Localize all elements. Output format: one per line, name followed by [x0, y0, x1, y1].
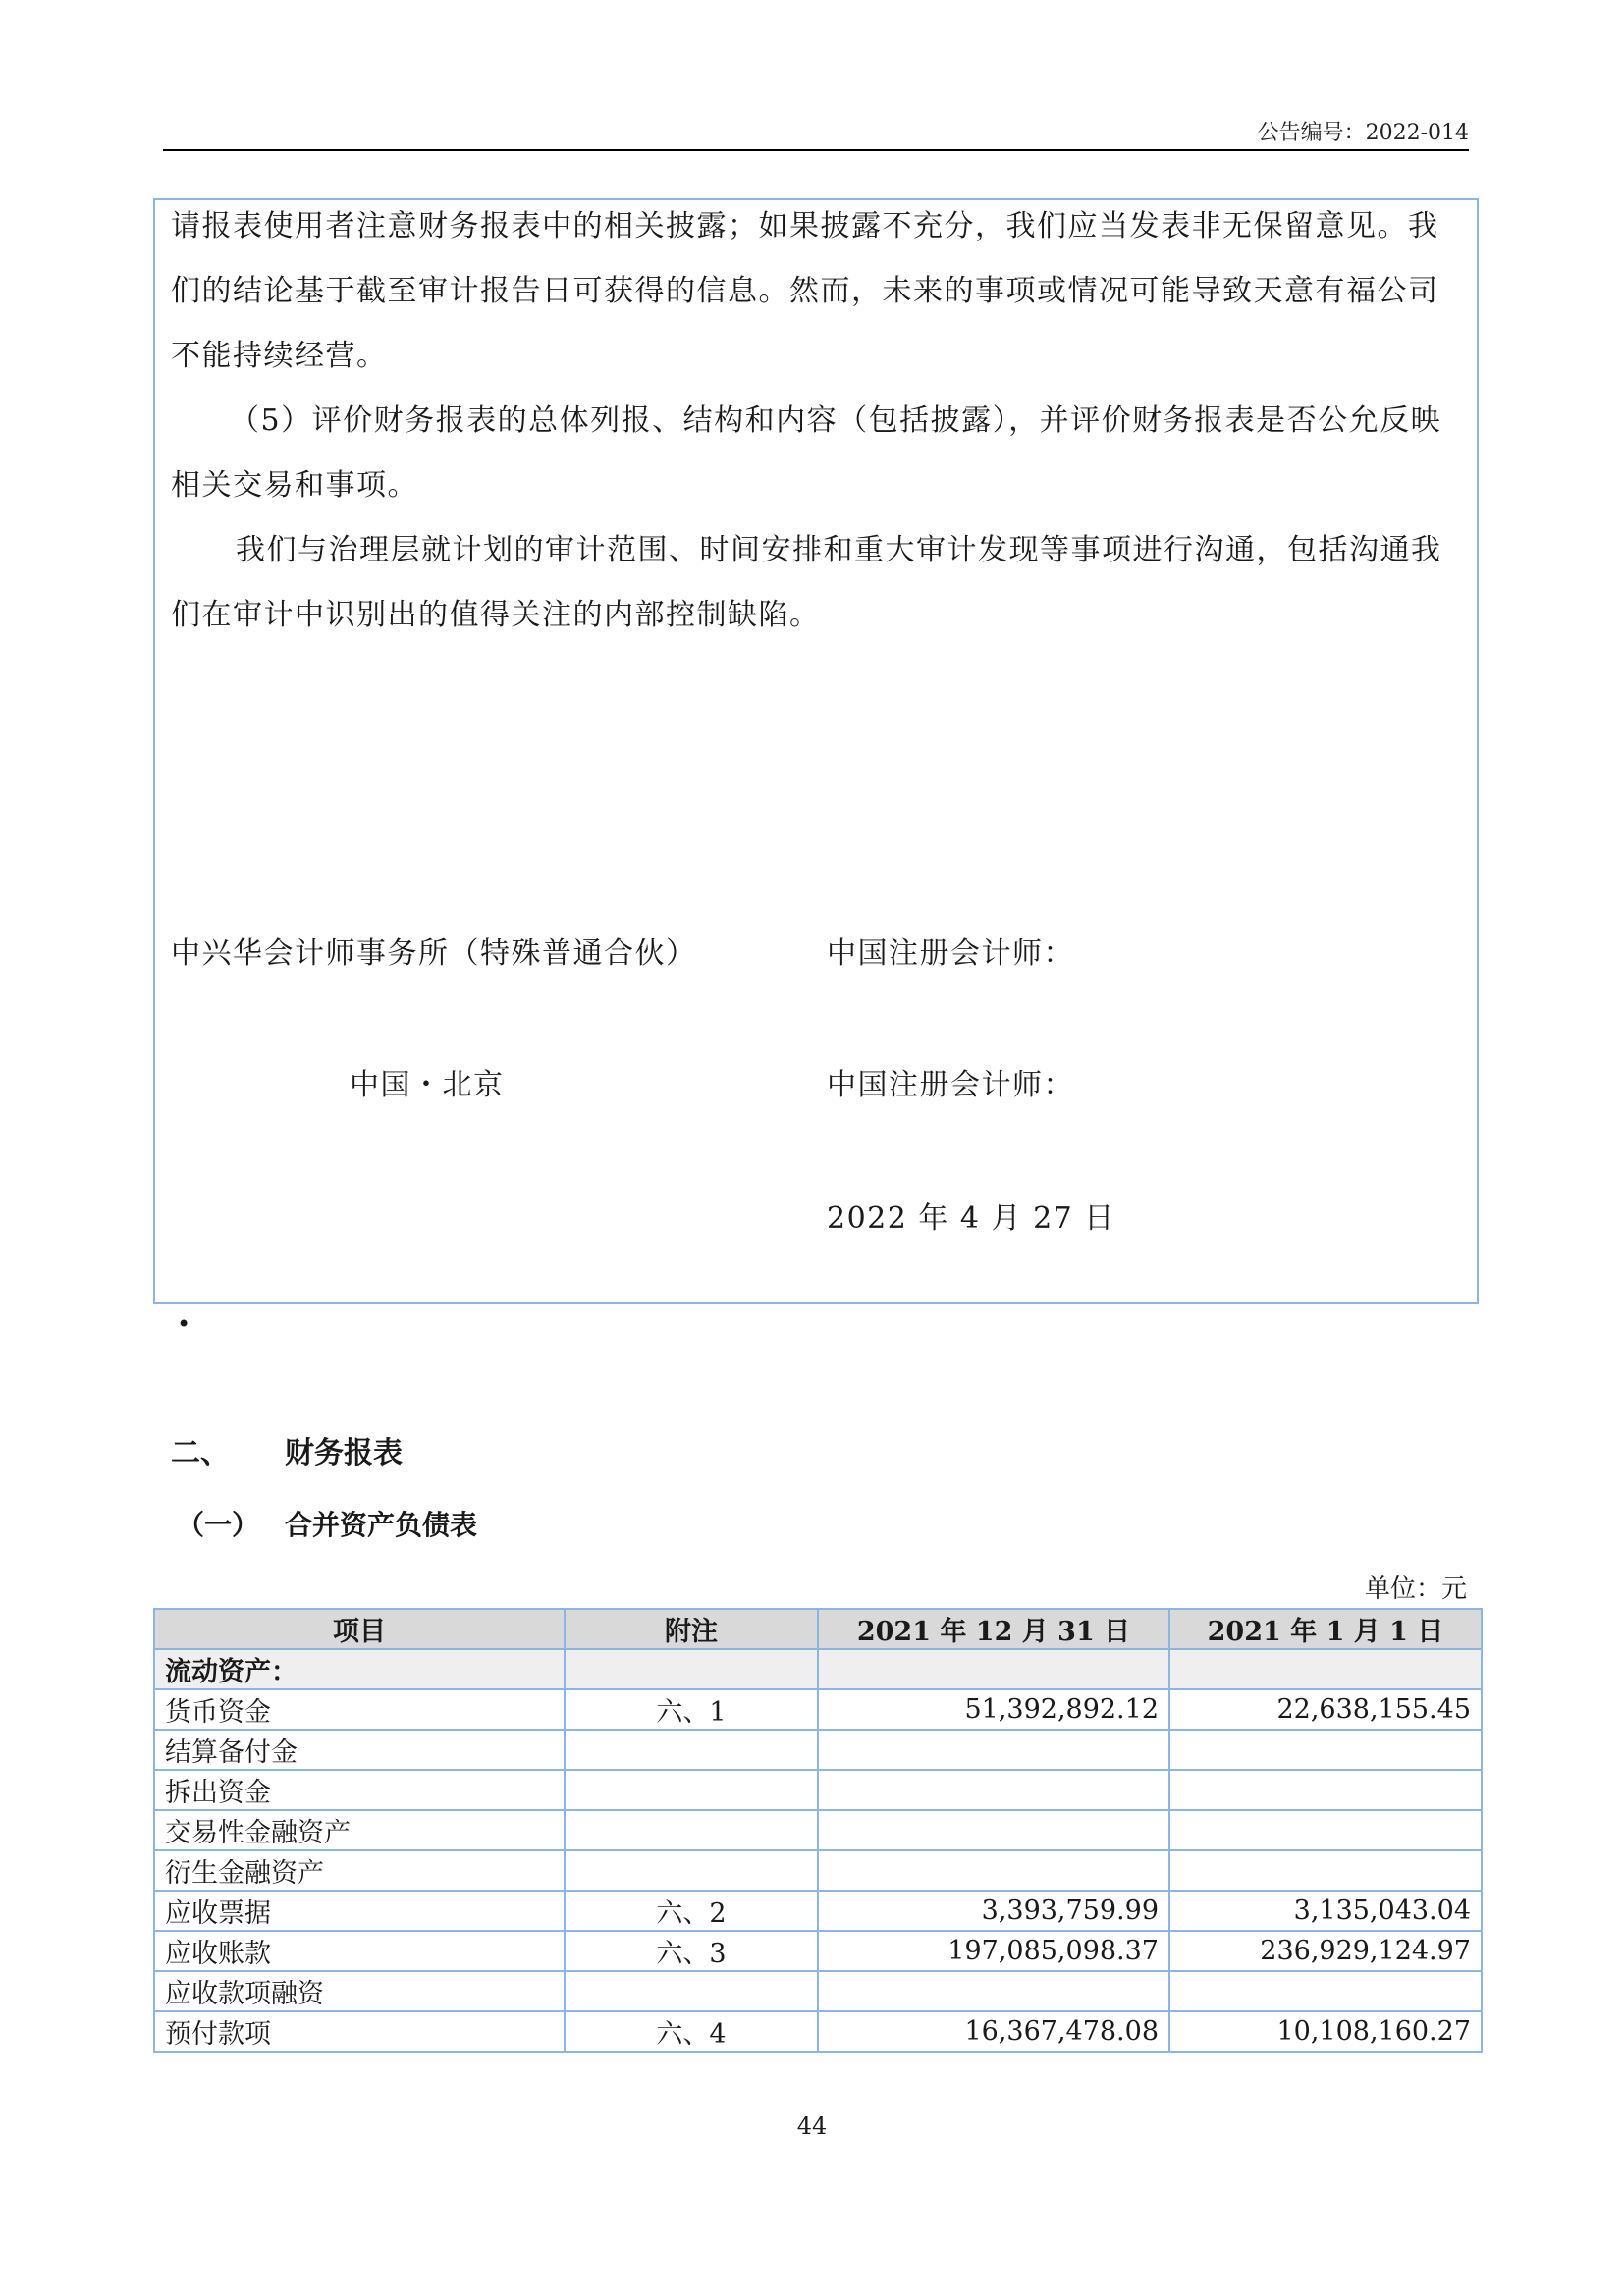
row-note — [565, 1971, 818, 2011]
row-note: 六、2 — [565, 1891, 818, 1931]
row-end-value — [818, 1971, 1169, 2011]
row-item: 应收款项融资 — [154, 1971, 565, 2011]
row-begin-value: 3,135,043.04 — [1169, 1891, 1482, 1931]
row-begin-value — [1169, 1730, 1482, 1770]
table-row — [154, 1810, 1482, 1850]
row-begin-value: 22,638,155.45 — [1169, 1689, 1482, 1730]
announcement-number: 公告编号：2022-014 — [1257, 121, 1469, 145]
header-rule — [163, 149, 1469, 151]
row-item: 拆出资金 — [154, 1770, 565, 1810]
row-note: 六、4 — [565, 2011, 818, 2052]
subsection-number: （一） — [177, 1509, 260, 1541]
header-note: 附注 — [565, 1609, 818, 1649]
row-note: 六、1 — [565, 1689, 818, 1730]
row-begin-value: 10,108,160.27 — [1169, 2011, 1482, 2052]
row-end-value: 16,367,478.08 — [818, 2011, 1169, 2052]
row-end-value — [818, 1730, 1169, 1770]
audit-firm-name: 中兴华会计师事务所（特殊普通合伙） — [171, 936, 697, 971]
balance-sheet-table — [153, 1608, 1483, 2053]
table-row — [154, 1730, 1482, 1770]
table-row — [154, 2011, 1482, 2052]
row-note — [565, 1730, 818, 1770]
row-end-value — [818, 1850, 1169, 1891]
bullet-mark: • — [177, 1310, 191, 1338]
row-item: 应收账款 — [154, 1931, 565, 1971]
row-end-value: 51,392,892.12 — [818, 1689, 1169, 1730]
row-item: 应收票据 — [154, 1891, 565, 1931]
table-group-row — [154, 1649, 1482, 1689]
cpa-signature-label-2: 中国注册会计师： — [827, 1068, 1074, 1102]
audit-paragraph-presentation: （5）评价财务报表的总体列报、结构和内容（包括披露），并评价财务报表是否公允反映相关交易和事项。 — [171, 403, 1442, 503]
cpa-signature-label-1: 中国注册会计师： — [827, 936, 1074, 971]
row-begin-value — [1169, 1850, 1482, 1891]
firm-location: 中国・北京 — [350, 1068, 505, 1102]
table-row — [154, 1931, 1482, 1971]
row-begin-value — [1169, 1810, 1482, 1850]
section-number: 二、 — [171, 1436, 230, 1470]
row-item: 衍生金融资产 — [154, 1850, 565, 1891]
row-end-value: 3,393,759.99 — [818, 1891, 1169, 1931]
header-item: 项目 — [154, 1609, 565, 1649]
row-item: 结算备付金 — [154, 1730, 565, 1770]
row-note: 六、3 — [565, 1931, 818, 1971]
subsection-heading: 合并资产负债表 — [285, 1509, 478, 1541]
currency-unit: 单位：元 — [1364, 1575, 1467, 1604]
page-number: 44 — [796, 2112, 828, 2140]
header-period-end: 2021 年 12 月 31 日 — [818, 1609, 1169, 1649]
row-end-value — [818, 1770, 1169, 1810]
row-note — [565, 1850, 818, 1891]
report-date: 2022 年 4 月 27 日 — [827, 1201, 1115, 1236]
row-note — [565, 1770, 818, 1810]
table-header-row — [154, 1609, 1482, 1649]
table-row — [154, 1770, 1482, 1810]
section-heading: 财务报表 — [285, 1436, 403, 1470]
audit-paragraph-going-concern: 请报表使用者注意财务报表中的相关披露；如果披露不充分，我们应当发表非无保留意见。我们的结论基于截至审计报告日可获得的信息。然而，未来的事项或情况可能导致天意有福公司不能持续经营。 — [171, 209, 1439, 373]
table-row — [154, 1891, 1482, 1931]
row-note — [565, 1810, 818, 1850]
row-end-value: 197,085,098.37 — [818, 1931, 1169, 1971]
row-begin-value — [1169, 1770, 1482, 1810]
group-label: 流动资产： — [154, 1649, 565, 1689]
audit-paragraph-governance: 我们与治理层就计划的审计范围、时间安排和重大审计发现等事项进行沟通，包括沟通我们在审计中识别出的值得关注的内部控制缺陷。 — [171, 533, 1442, 632]
row-end-value — [818, 1810, 1169, 1850]
table-row — [154, 1971, 1482, 2011]
table-row — [154, 1689, 1482, 1730]
row-item: 货币资金 — [154, 1689, 565, 1730]
table-row — [154, 1850, 1482, 1891]
row-item: 预付款项 — [154, 2011, 565, 2052]
row-begin-value: 236,929,124.97 — [1169, 1931, 1482, 1971]
header-period-begin: 2021 年 1 月 1 日 — [1169, 1609, 1482, 1649]
row-begin-value — [1169, 1971, 1482, 2011]
row-item: 交易性金融资产 — [154, 1810, 565, 1850]
